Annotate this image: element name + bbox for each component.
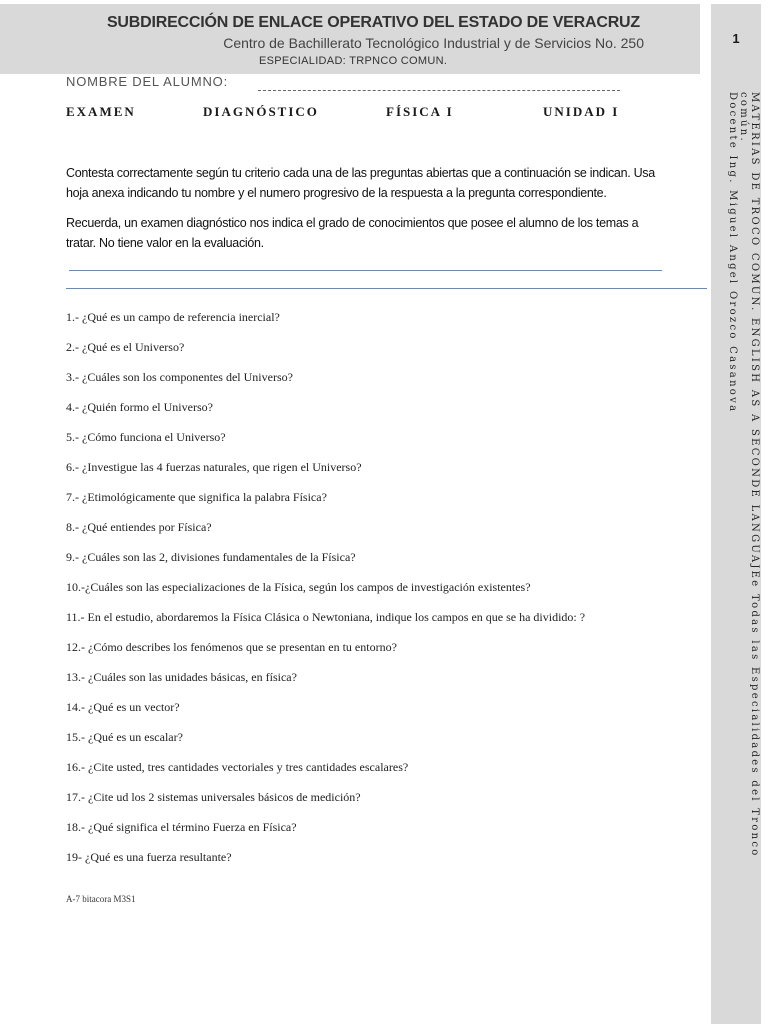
- question-item: 15.- ¿Qué es un escalar?: [66, 730, 183, 744]
- question-item: 5.- ¿Cómo funciona el Universo?: [66, 430, 226, 444]
- question-item: 16.- ¿Cite usted, tres cantidades vectoriales y tres cantidades escalares?: [66, 760, 409, 774]
- question-item: 9.- ¿Cuáles son las 2, divisiones fundamentales de la Física?: [66, 550, 356, 564]
- question-item: 4.- ¿Quién formo el Universo?: [66, 400, 213, 414]
- exam-type: EXAMEN: [66, 104, 136, 119]
- question-item: 18.- ¿Qué significa el término Fuerza en Física?: [66, 820, 297, 834]
- instructions-paragraph-2: Recuerda, un examen diagnóstico nos indica el grado de conocimientos que posee el alumno de los temas a tratar. No tiene valor en la evaluación.: [66, 216, 639, 250]
- question-item: 11.- En el estudio, abordaremos la Física Clásica o Newtoniana, indique los campos en que se ha dividido: ?: [66, 610, 586, 624]
- side-text-line2: común.: [738, 92, 749, 143]
- question-item: 6.- ¿Investigue las 4 fuerzas naturales, que rigen el Universo?: [66, 460, 362, 474]
- footer-note: A-7 bitacora M3S1: [66, 894, 136, 904]
- student-name-line[interactable]: [258, 90, 620, 91]
- question-item: 19- ¿Qué es una fuerza resultante?: [66, 850, 232, 864]
- question-item: 7.- ¿Etimológicamente que significa la palabra Física?: [66, 490, 327, 504]
- question-item: 13.- ¿Cuáles son las unidades básicas, en física?: [66, 670, 297, 684]
- divider-rule-2: [66, 288, 707, 289]
- question-item: 8.- ¿Qué entiendes por Física?: [66, 520, 212, 534]
- side-text-line3: Docente Ing. Miguel Angel Orozco Casanova: [727, 92, 738, 414]
- header-title: SUBDIRECCIÓN DE ENLACE OPERATIVO DEL ESTADO DE VERACRUZ: [106, 14, 640, 31]
- instructions-paragraph-1: Contesta correctamente según tu criterio cada una de las preguntas abiertas que a continuación se indican. Usa hoja anexa indicando tu nombre y el numero progresivo de la respuesta a la pregunta correspondiente.: [66, 166, 655, 200]
- question-item: 12.- ¿Cómo describes los fenómenos que se presentan en tu entorno?: [66, 640, 397, 654]
- side-vertical-text: [727, 92, 760, 858]
- exam-kind: DIAGNÓSTICO: [203, 104, 319, 119]
- question-item: 1.- ¿Qué es un campo de referencia inercial?: [66, 310, 280, 324]
- question-item: 10.-¿Cuáles son las especializaciones de la Física, según los campos de investigación existentes?: [66, 580, 531, 594]
- header-subtitle: Centro de Bachillerato Tecnológico Industrial y de Servicios No. 250: [223, 35, 644, 51]
- divider-rule-1: [69, 270, 662, 271]
- exam-unit: UNIDAD I: [543, 104, 620, 119]
- question-item: 14.- ¿Qué es un vector?: [66, 700, 180, 714]
- page-number: 1: [732, 31, 740, 46]
- question-item: 3.- ¿Cuáles son los componentes del Universo?: [66, 370, 293, 384]
- exam-subject: FÍSICA I: [386, 104, 454, 119]
- side-text-line1: MATERIAS DE TROCO COMUN. ENGLISH AS A SECONDE LANGUAJEe Todas las Especialidades del Tronco: [749, 92, 760, 858]
- header-specialty: ESPECIALIDAD: TRPNCO COMUN.: [259, 55, 448, 67]
- question-item: 2.- ¿Qué es el Universo?: [66, 340, 185, 354]
- student-name-label: NOMBRE DEL ALUMNO:: [66, 74, 229, 89]
- question-item: 17.- ¿Cite ud los 2 sistemas universales básicos de medición?: [66, 790, 361, 804]
